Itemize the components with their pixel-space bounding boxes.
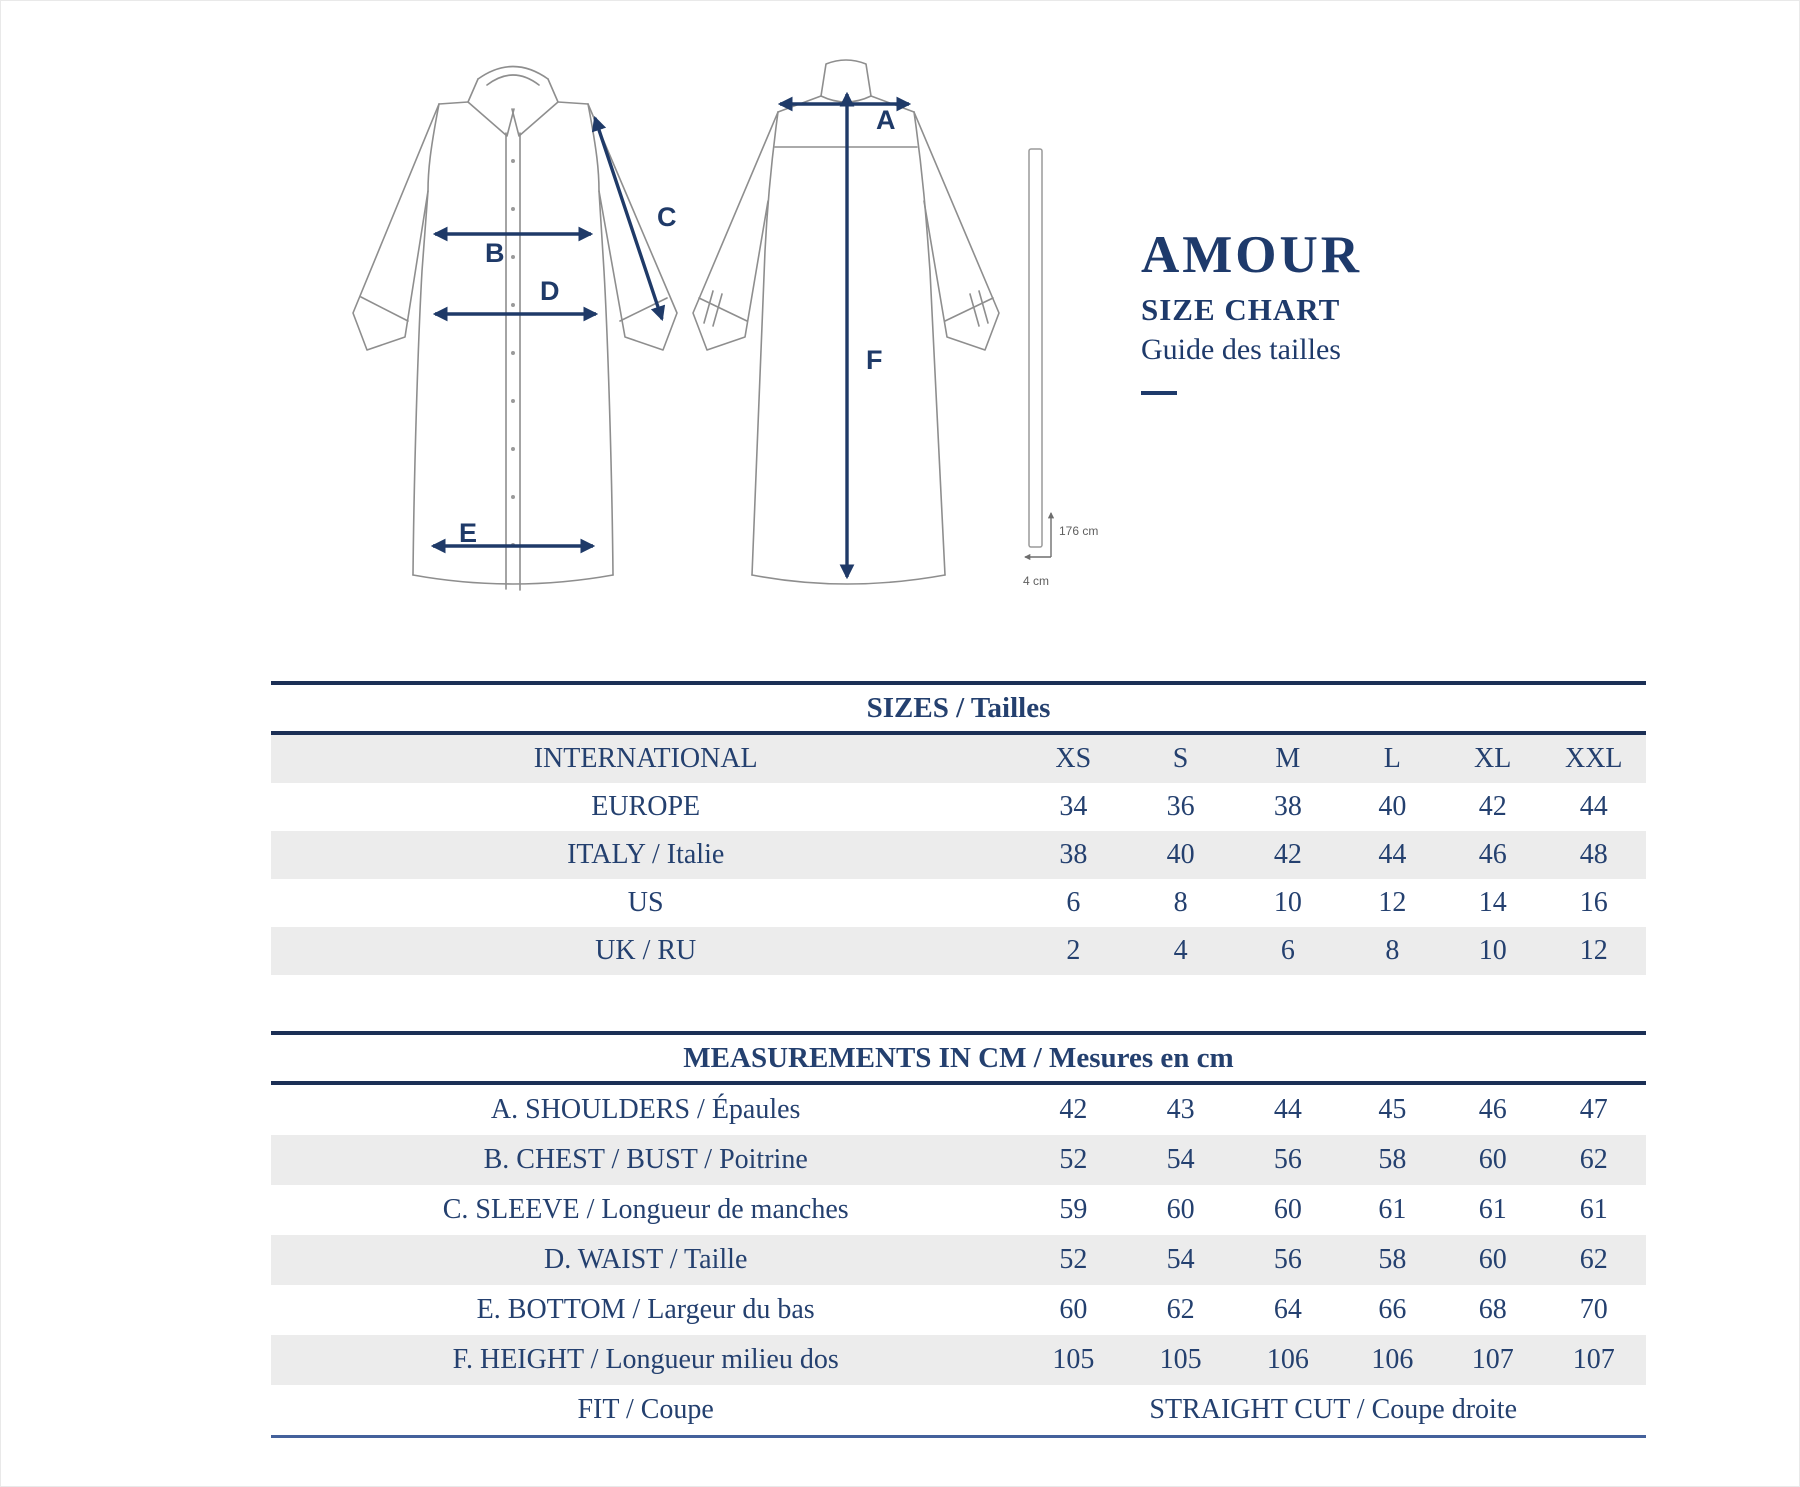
cell-value: 66 bbox=[1378, 1294, 1407, 1325]
divider-dash bbox=[1141, 391, 1177, 395]
row-label: D. WAIST / Taille bbox=[544, 1244, 748, 1275]
dim-label-e: E bbox=[459, 518, 478, 548]
cell-value: 105 bbox=[1159, 1344, 1202, 1375]
row-label: E. BOTTOM / Largeur du bas bbox=[476, 1294, 815, 1325]
cell-value: 106 bbox=[1266, 1344, 1309, 1375]
cell-value: 106 bbox=[1371, 1344, 1414, 1375]
table-row bbox=[271, 733, 1646, 783]
table-row bbox=[271, 1185, 1646, 1235]
row-label: B. CHEST / BUST / Poitrine bbox=[483, 1144, 808, 1175]
cell-value: 38 bbox=[1273, 791, 1302, 822]
measurements-table-header bbox=[271, 1033, 1646, 1083]
cell-value: 34 bbox=[1059, 791, 1088, 822]
sizes-table-body bbox=[271, 733, 1646, 975]
size-chart-title: SIZE CHART bbox=[1141, 292, 1341, 327]
cell-value: XL bbox=[1474, 743, 1512, 774]
row-label: EUROPE bbox=[591, 791, 701, 822]
cell-value: 10 bbox=[1478, 935, 1507, 966]
cell-value: 62 bbox=[1579, 1244, 1608, 1275]
table-row bbox=[271, 1235, 1646, 1285]
table-row bbox=[271, 831, 1646, 879]
cell-value: 54 bbox=[1166, 1144, 1195, 1175]
measurements-table-title: MEASUREMENTS IN CM / Mesures en cm bbox=[271, 1033, 1646, 1083]
cell-value: XXL bbox=[1564, 743, 1623, 774]
cell-value: 16 bbox=[1579, 887, 1608, 918]
fit-row-value: STRAIGHT CUT / Coupe droite bbox=[1020, 1385, 1646, 1437]
cell-value: 8 bbox=[1173, 887, 1188, 918]
cell-value: 40 bbox=[1378, 791, 1407, 822]
cell-value: 46 bbox=[1478, 1094, 1507, 1125]
cell-value: 58 bbox=[1378, 1144, 1407, 1175]
cell-value: 47 bbox=[1579, 1094, 1608, 1125]
cell-value: 12 bbox=[1579, 935, 1608, 966]
cell-value: 64 bbox=[1273, 1294, 1302, 1325]
table-row bbox=[271, 1285, 1646, 1335]
ruler-width-label: 4 cm bbox=[1023, 574, 1050, 588]
sizes-table bbox=[271, 681, 1646, 975]
cell-value: 42 bbox=[1478, 791, 1507, 822]
row-label: ITALY / Italie bbox=[567, 839, 725, 870]
cell-value: XS bbox=[1055, 743, 1092, 774]
cell-value: 43 bbox=[1166, 1094, 1195, 1125]
table-row bbox=[271, 879, 1646, 927]
cell-value: 105 bbox=[1052, 1344, 1095, 1375]
cell-value: 61 bbox=[1378, 1194, 1407, 1225]
cell-value: 8 bbox=[1385, 935, 1400, 966]
row-label: US bbox=[627, 887, 664, 918]
title-block bbox=[1141, 226, 1363, 395]
row-label: C. SLEEVE / Longueur de manches bbox=[442, 1194, 849, 1225]
cell-value: 10 bbox=[1273, 887, 1302, 918]
cell-value: M bbox=[1275, 743, 1301, 774]
front-placket-buttons bbox=[511, 159, 515, 547]
cell-value: 60 bbox=[1059, 1294, 1088, 1325]
table-row bbox=[271, 1135, 1646, 1185]
cell-value: 42 bbox=[1273, 839, 1302, 870]
cell-value: 56 bbox=[1273, 1244, 1302, 1275]
dim-label-b: B bbox=[485, 238, 505, 268]
sizes-table-header bbox=[271, 683, 1646, 733]
cell-value: 60 bbox=[1273, 1194, 1302, 1225]
cell-value: 38 bbox=[1059, 839, 1088, 870]
cell-value: L bbox=[1383, 743, 1401, 774]
cell-value: 61 bbox=[1478, 1194, 1507, 1225]
table-row bbox=[271, 927, 1646, 975]
size-chart-subtitle-fr: Guide des tailles bbox=[1141, 332, 1341, 366]
cell-value: 60 bbox=[1478, 1244, 1507, 1275]
cell-value: 68 bbox=[1478, 1294, 1507, 1325]
cell-value: 62 bbox=[1166, 1294, 1195, 1325]
brand-title: AMOUR bbox=[1141, 226, 1363, 284]
table-row bbox=[271, 783, 1646, 831]
measure-arrows bbox=[433, 94, 909, 577]
cell-value: 12 bbox=[1378, 887, 1407, 918]
dim-label-c: C bbox=[657, 202, 677, 232]
cell-value: 40 bbox=[1166, 839, 1195, 870]
cell-value: 60 bbox=[1166, 1194, 1195, 1225]
cell-value: 48 bbox=[1579, 839, 1608, 870]
cell-value: 52 bbox=[1059, 1244, 1088, 1275]
cell-value: 107 bbox=[1572, 1344, 1615, 1375]
row-label: A. SHOULDERS / Épaules bbox=[490, 1094, 801, 1125]
front-view-outline bbox=[353, 67, 677, 591]
cell-value: 6 bbox=[1066, 887, 1081, 918]
cell-value: 60 bbox=[1478, 1144, 1507, 1175]
dim-label-a: A bbox=[876, 105, 896, 135]
cell-value: 4 bbox=[1173, 935, 1188, 966]
row-label: INTERNATIONAL bbox=[533, 743, 758, 774]
cell-value: 54 bbox=[1166, 1244, 1195, 1275]
cell-value: 70 bbox=[1579, 1294, 1608, 1325]
cell-value: 52 bbox=[1059, 1144, 1088, 1175]
garment-diagram bbox=[1, 1, 1800, 641]
measurements-table bbox=[271, 1031, 1646, 1438]
ruler-height-label: 176 cm bbox=[1059, 524, 1099, 538]
cell-value: 14 bbox=[1478, 887, 1507, 918]
table-row bbox=[271, 1335, 1646, 1385]
fit-row-label: FIT / Coupe bbox=[271, 1385, 1020, 1437]
cell-value: 46 bbox=[1478, 839, 1507, 870]
cell-value: 58 bbox=[1378, 1244, 1407, 1275]
cell-value: 62 bbox=[1579, 1144, 1608, 1175]
measurements-table-body bbox=[271, 1083, 1646, 1437]
cell-value: 36 bbox=[1166, 791, 1195, 822]
cell-value: 44 bbox=[1273, 1094, 1302, 1125]
cell-value: 59 bbox=[1059, 1194, 1088, 1225]
cell-value: S bbox=[1172, 743, 1189, 774]
cell-value: 45 bbox=[1378, 1094, 1407, 1125]
fit-row bbox=[271, 1385, 1646, 1437]
row-label: F. HEIGHT / Longueur milieu dos bbox=[452, 1344, 839, 1375]
cell-value: 2 bbox=[1066, 935, 1081, 966]
height-ruler bbox=[1025, 149, 1051, 557]
cell-value: 42 bbox=[1059, 1094, 1088, 1125]
cell-value: 56 bbox=[1273, 1144, 1302, 1175]
cell-value: 44 bbox=[1378, 839, 1407, 870]
cell-value: 61 bbox=[1579, 1194, 1608, 1225]
cell-value: 44 bbox=[1579, 791, 1608, 822]
sizes-table-title: SIZES / Tailles bbox=[271, 683, 1646, 733]
dim-label-f: F bbox=[866, 345, 883, 375]
row-label: UK / RU bbox=[595, 935, 697, 966]
table-row bbox=[271, 1083, 1646, 1135]
cell-value: 107 bbox=[1471, 1344, 1514, 1375]
dim-label-d: D bbox=[540, 276, 560, 306]
cell-value: 6 bbox=[1280, 935, 1295, 966]
